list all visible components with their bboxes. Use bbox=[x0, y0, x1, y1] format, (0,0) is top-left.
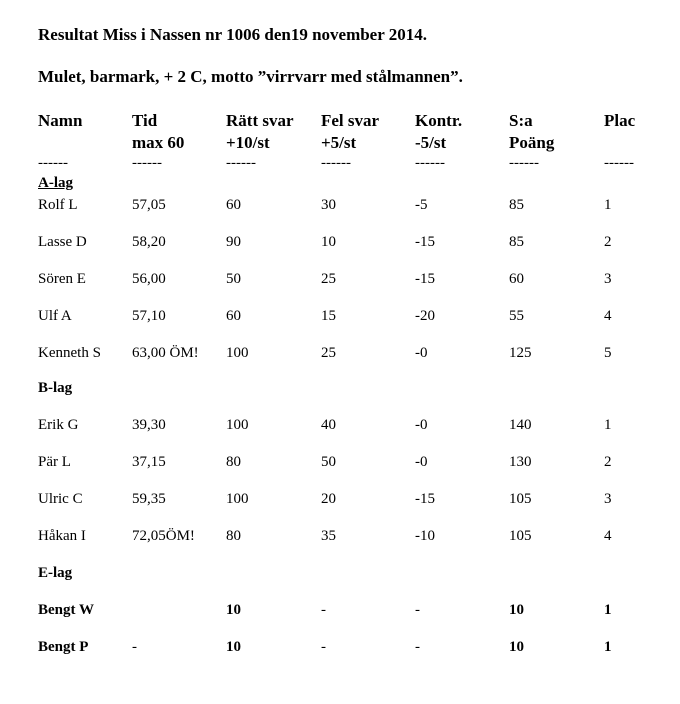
cell-wrong: 15 bbox=[321, 308, 336, 324]
cell-time: 39,30 bbox=[132, 417, 166, 433]
cell-place: 2 bbox=[604, 454, 612, 470]
cell-control: -0 bbox=[415, 454, 428, 470]
cell-name: Pär L bbox=[38, 454, 71, 470]
cell-wrong: 25 bbox=[321, 345, 336, 361]
cell-name: Rolf L bbox=[38, 197, 78, 213]
cell-control: -20 bbox=[415, 308, 435, 324]
separator-time: ------ bbox=[132, 155, 162, 171]
cell-total: 105 bbox=[509, 491, 532, 507]
cell-correct: 10 bbox=[226, 602, 241, 618]
column-header-time: Tid max 60 bbox=[132, 111, 185, 152]
column-header-wrong: Fel svar +5/st bbox=[321, 111, 380, 152]
cell-wrong: 25 bbox=[321, 271, 336, 287]
separator-correct: ------ bbox=[226, 155, 256, 171]
cell-wrong: 50 bbox=[321, 454, 336, 470]
cell-correct: 80 bbox=[226, 454, 241, 470]
separator-total: ------ bbox=[509, 155, 539, 171]
cell-correct: 100 bbox=[226, 345, 249, 361]
cell-place: 5 bbox=[604, 345, 612, 361]
cell-time: - bbox=[132, 639, 137, 655]
cell-wrong: 35 bbox=[321, 528, 336, 544]
cell-wrong: - bbox=[321, 639, 326, 655]
column-header-total: S:a Poäng bbox=[509, 111, 555, 152]
cell-correct: 10 bbox=[226, 639, 241, 655]
cell-name: Sören E bbox=[38, 271, 86, 287]
cell-name: Lasse D bbox=[38, 234, 87, 250]
cell-total: 125 bbox=[509, 345, 532, 361]
cell-control: -15 bbox=[415, 491, 435, 507]
column-header-control: Kontr. -5/st bbox=[415, 111, 463, 152]
cell-place: 3 bbox=[604, 491, 612, 507]
cell-control: -10 bbox=[415, 528, 435, 544]
cell-place: 1 bbox=[604, 602, 612, 618]
cell-wrong: 10 bbox=[321, 234, 336, 250]
cell-total: 60 bbox=[509, 271, 524, 287]
cell-correct: 80 bbox=[226, 528, 241, 544]
cell-place: 3 bbox=[604, 271, 612, 287]
column-header-place: Plac bbox=[604, 111, 636, 130]
weather-and-motto: Mulet, barmark, + 2 C, motto ”virrvarr med stålmannen”. bbox=[38, 67, 463, 86]
cell-wrong: - bbox=[321, 602, 326, 618]
cell-correct: 50 bbox=[226, 271, 241, 287]
cell-total: 105 bbox=[509, 528, 532, 544]
cell-time: 57,10 bbox=[132, 308, 166, 324]
separator-name: ------ bbox=[38, 155, 68, 171]
document-title: Resultat Miss i Nassen nr 1006 den19 november 2014. bbox=[38, 25, 427, 44]
separator-wrong: ------ bbox=[321, 155, 351, 171]
separator-place: ------ bbox=[604, 155, 634, 171]
section-label-b-lag: B-lag bbox=[38, 380, 73, 396]
cell-place: 1 bbox=[604, 639, 612, 655]
cell-name: Bengt P bbox=[38, 639, 89, 655]
cell-total: 10 bbox=[509, 602, 524, 618]
cell-place: 4 bbox=[604, 528, 612, 544]
cell-correct: 100 bbox=[226, 417, 249, 433]
cell-total: 85 bbox=[509, 197, 524, 213]
cell-name: Ulric C bbox=[38, 491, 83, 507]
cell-time: 72,05ÖM! bbox=[132, 528, 195, 544]
cell-name: Ulf A bbox=[38, 308, 72, 324]
cell-control: - bbox=[415, 602, 420, 618]
cell-total: 130 bbox=[509, 454, 532, 470]
cell-time: 57,05 bbox=[132, 197, 166, 213]
cell-control: -5 bbox=[415, 197, 428, 213]
cell-time: 37,15 bbox=[132, 454, 166, 470]
cell-name: Kenneth S bbox=[38, 345, 101, 361]
cell-name: Erik G bbox=[38, 417, 79, 433]
cell-correct: 90 bbox=[226, 234, 241, 250]
cell-time: 58,20 bbox=[132, 234, 166, 250]
cell-place: 1 bbox=[604, 197, 612, 213]
section-label-e-lag: E-lag bbox=[38, 565, 73, 581]
section-label-a-lag: A-lag bbox=[38, 175, 73, 191]
cell-time: 56,00 bbox=[132, 271, 166, 287]
cell-control: - bbox=[415, 639, 420, 655]
cell-correct: 60 bbox=[226, 308, 241, 324]
cell-place: 1 bbox=[604, 417, 612, 433]
cell-correct: 60 bbox=[226, 197, 241, 213]
column-header-name: Namn bbox=[38, 111, 83, 130]
separator-control: ------ bbox=[415, 155, 445, 171]
cell-control: -0 bbox=[415, 345, 428, 361]
cell-wrong: 30 bbox=[321, 197, 336, 213]
cell-total: 10 bbox=[509, 639, 524, 655]
cell-wrong: 20 bbox=[321, 491, 336, 507]
column-header-correct: Rätt svar +10/st bbox=[226, 111, 294, 152]
cell-time: 63,00 ÖM! bbox=[132, 345, 199, 361]
cell-time: 59,35 bbox=[132, 491, 166, 507]
cell-control: -15 bbox=[415, 271, 435, 287]
cell-total: 140 bbox=[509, 417, 532, 433]
cell-name: Håkan I bbox=[38, 528, 86, 544]
cell-control: -0 bbox=[415, 417, 428, 433]
cell-total: 85 bbox=[509, 234, 524, 250]
cell-name: Bengt W bbox=[38, 602, 94, 618]
cell-correct: 100 bbox=[226, 491, 249, 507]
cell-place: 2 bbox=[604, 234, 612, 250]
cell-control: -15 bbox=[415, 234, 435, 250]
cell-wrong: 40 bbox=[321, 417, 336, 433]
cell-total: 55 bbox=[509, 308, 524, 324]
cell-place: 4 bbox=[604, 308, 612, 324]
